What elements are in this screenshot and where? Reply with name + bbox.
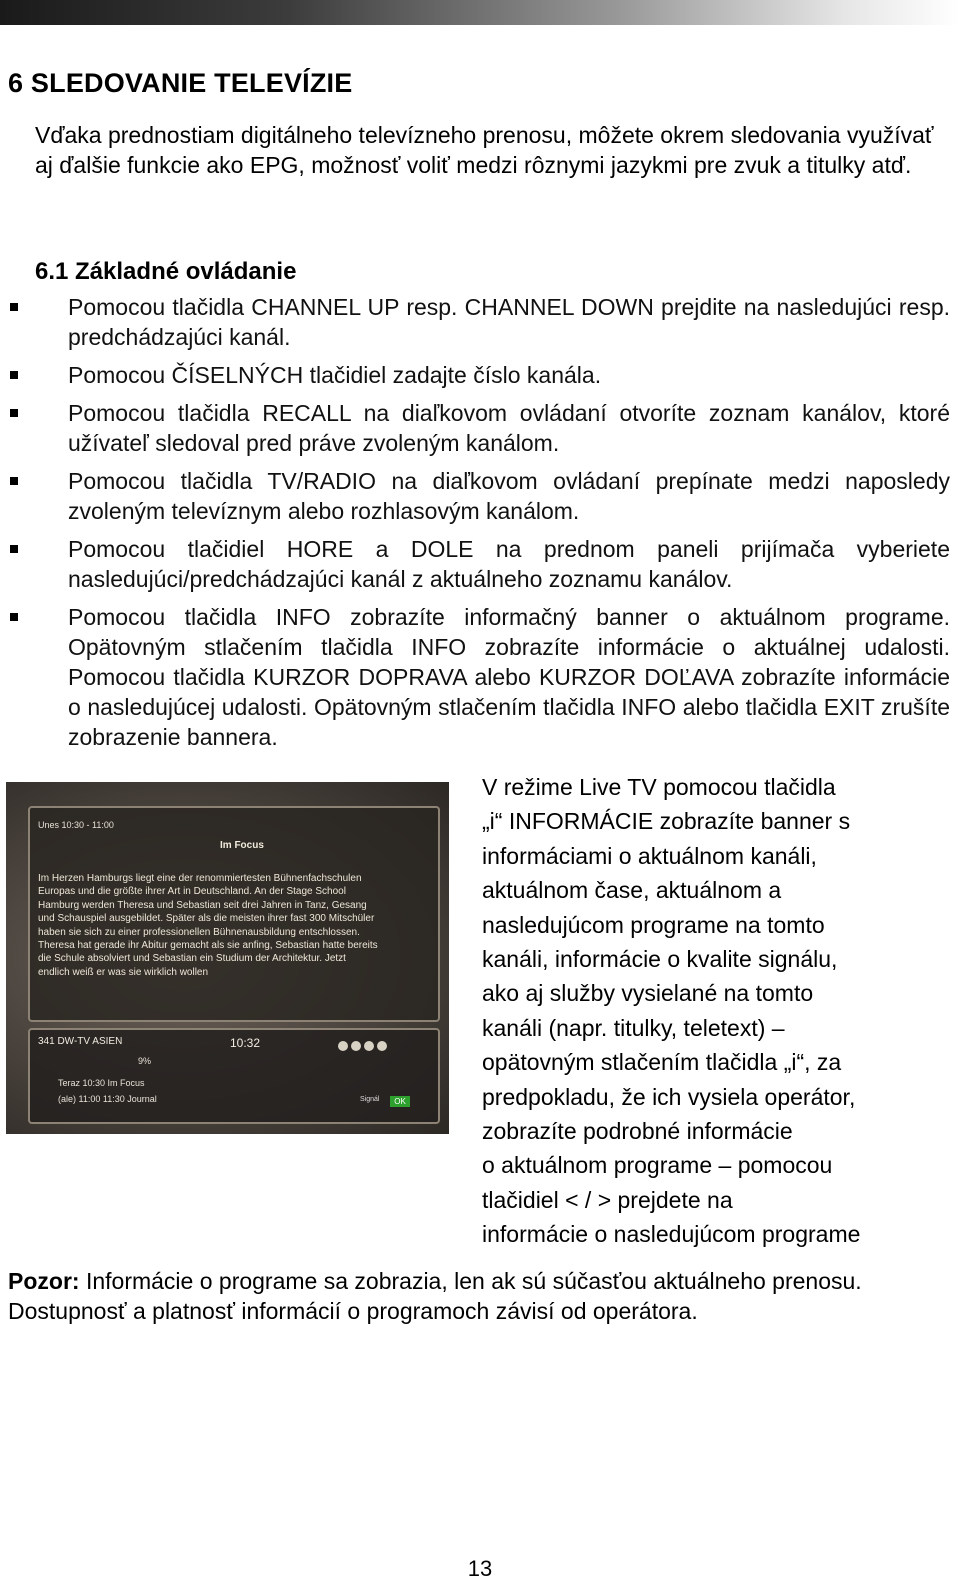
list-item: Pomocou tlačidla CHANNEL UP resp. CHANNEL DOWN prejdite na nasledujúci resp. predchádzajúci kanál. — [8, 292, 950, 352]
list-item: Pomocou tlačidla TV/RADIO na diaľkovom ovládaní prepínate medzi naposledy zvoleným televíznym alebo rozhlasovým kanálom. — [8, 466, 950, 526]
bullet-list — [8, 292, 950, 760]
event-info-panel — [28, 806, 440, 1022]
intro-paragraph: Vďaka prednostiam digitálneho televízneho prenosu, môžete okrem sledovania využívať aj ďalšie funkcie ako EPG, možnosť voliť medzi rôznymi jazykmi pre zvuk a titulky atď. — [35, 122, 934, 178]
next-program-row: (ale) 11:00 11:30 Journal — [58, 1094, 157, 1104]
subsection-heading: 6.1 Základné ovládanie — [35, 258, 297, 285]
section-heading: 6 SLEDOVANIE TELEVÍZIE — [8, 68, 353, 98]
signal-label: Signál — [360, 1096, 380, 1103]
event-time: Unes 10:30 - 11:00 — [38, 820, 114, 830]
list-item: Pomocou tlačidla RECALL na diaľkovom ovládaní otvoríte zoznam kanálov, ktoré užívateľ sledoval pred práve zvoleným kanálom. — [8, 398, 950, 458]
event-title: Im Focus — [220, 840, 264, 851]
note-text: Informácie o programe sa zobrazia, len ak sú súčasťou aktuálneho prenosu. Dostupnosť a platnosť informácií o programoch závisí od operátora. — [8, 1268, 862, 1324]
list-item: Pomocou tlačidla INFO zobrazíte informačný banner o aktuálnom programe. Opätovným stlačením tlačidla INFO zobrazíte informácie o aktuálnej udalosti. Pomocou tlačidla KURZOR DOPRAVA alebo KURZOR DOĽAVA zobrazíte informácie o nasledujúcej udalosti. Opätovným stlačením tlačidla INFO alebo tlačidla EXIT zrušíte zobrazenie bannera. — [8, 602, 950, 752]
header-gradient-bar — [0, 0, 960, 25]
bullet-square-icon — [10, 477, 18, 485]
tv-info-banner-photo — [6, 782, 449, 1134]
note-label: Pozor: — [8, 1268, 80, 1294]
list-item: Pomocou tlačidiel HORE a DOLE na prednom paneli prijímača vyberiete nasledujúci/predchádzajúci kanál z aktuálneho zoznamu kanálov. — [8, 534, 950, 594]
list-item: Pomocou ČÍSELNÝCH tlačidiel zadajte číslo kanála. — [8, 360, 950, 390]
channel-name: 341 DW-TV ASIEN — [38, 1036, 123, 1047]
clock: 10:32 — [230, 1036, 261, 1050]
now-program-row: Teraz 10:30 Im Focus — [58, 1078, 145, 1088]
service-icons — [338, 1038, 390, 1056]
page-number: 13 — [467, 1556, 493, 1581]
bullet-square-icon — [10, 371, 18, 379]
warning-note — [8, 1266, 948, 1326]
event-description: Im Herzen Hamburgs liegt eine der renommiertesten Bühnenfachschulen Europas und die größte ihrer Art in Deutschland. An der Stage School Hamburg werden Theresa und Sebastian seit drei Jahren in Tanz, Gesang und Schauspiel ausgebildet. Später als die meisten ihrer fast 300 Mitschüler haben sie sich zu einer professionellen Bühnenausbildung entschlossen. Theresa hat gerade ihr Abitur gemacht als sie anfing, Sebastian hatte bereits die Schule absolviert und Sebastian ein Studium der Architektur. Jetzt endlich weiß er was sie wirklich wollen — [38, 873, 378, 978]
progress-percent: 9% — [138, 1056, 152, 1066]
side-paragraph: V režime Live TV pomocou tlačidla „i“ INFORMÁCIE zobrazíte banner s informáciami o aktuálnom kanáli, aktuálnom čase, aktuálnom a nasledujúcom programe na tomto kanáli, informácie o kvalite signálu, ako aj služby vysielané na tomto kanáli (napr. titulky, teletext) – opätovným stlačením tlačidla „i“, za predpokladu, že ich vysiela operátor, zobrazíte podrobné informácie o aktuálnom programe – pomocou tlačidiel < / > prejdete na informácie o nasledujúcom programe — [482, 774, 861, 1248]
bullet-square-icon — [10, 303, 18, 311]
bullet-square-icon — [10, 545, 18, 553]
bullet-square-icon — [10, 613, 18, 621]
channel-info-banner — [28, 1028, 440, 1124]
signal-ok-badge: OK — [390, 1096, 410, 1107]
bullet-square-icon — [10, 409, 18, 417]
